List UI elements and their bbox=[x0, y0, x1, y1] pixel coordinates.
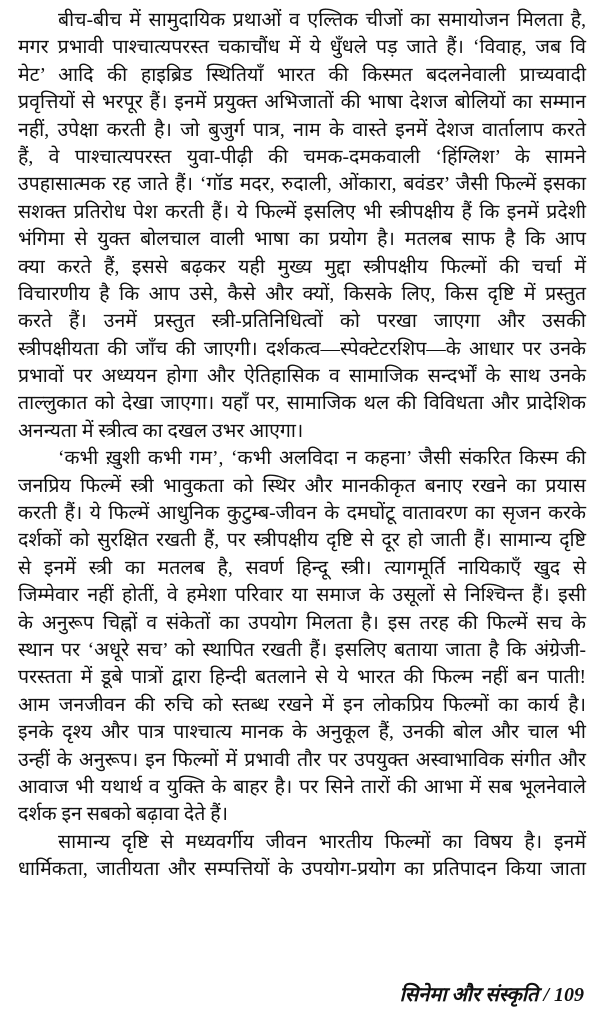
paragraph bbox=[18, 829, 586, 884]
text-line: स्थान पर ‘अधूरे सच’ को स्थापित रखती हैं। इसलिए बताया जाता है कि अंग्रेजी- bbox=[18, 639, 586, 661]
text-line: के अनुरूप चिह्नों व संकेतों का उपयोग मिलता है। इस तरह की फिल्में सच के bbox=[18, 612, 586, 634]
text-line: इनके दृश्य और पात्र पाश्चात्य मानक के अनुकूल हैं, उनकी बोल और चाल भी bbox=[18, 722, 586, 744]
text-line: नहीं, उपेक्षा करती है। जो बुजुर्ग पात्र, नाम के वास्ते इनमें देशज वार्तालाप करते bbox=[18, 119, 586, 141]
text-line: विचारणीय है कि आप उसे, कैसे और क्यों, किसके लिए, किस दृष्टि में प्रस्तुत bbox=[18, 283, 586, 305]
text-line: धार्मिकता, जातीयता और सम्पत्तियों के उपयोग-प्रयोग का प्रतिपादन किया जाता bbox=[18, 859, 586, 881]
text-line: मगर प्रभावी पाश्चात्यपरस्त चकाचौंध में ये धुँधले पड़ जाते हैं। ‘विवाह, जब वि bbox=[18, 37, 586, 59]
text-line: प्रवृत्तियों से भरपूर हैं। इनमें प्रयुक्त अभिजातों की भाषा देशज बोलियों का सम्मान bbox=[18, 92, 586, 114]
text-line: सामान्य दृष्टि से मध्यवर्गीय जीवन भारतीय फिल्मों का विषय है। इनमें bbox=[58, 831, 586, 853]
paragraph bbox=[18, 445, 586, 828]
text-line: आम जनजीवन की रुचि को स्तब्ध रखने में इन लोकप्रिय फिल्मों का कार्य है। bbox=[18, 694, 586, 716]
text-line: आवाज भी यथार्थ व युक्ति के बाहर है। पर सिने तारों की आभा में सब भूलनेवाले bbox=[18, 776, 586, 798]
text-line: परस्तता में डूबे पात्रों द्वारा हिन्दी बतलाने से ये भारत की फिल्म नहीं बन पाती! bbox=[18, 667, 586, 689]
page-body-text bbox=[18, 7, 586, 884]
text-line: उपहासात्मक रह जाते हैं। ‘गॉड मदर, रुदाली, ओंकारा, बवंडर’ जैसी फिल्में इसका bbox=[18, 174, 586, 196]
text-line: मेट’ आदि की हाइब्रिड स्थितियाँ भारत की किस्मत बदलनेवाली प्राच्यवादी bbox=[18, 64, 586, 86]
text-line: करती हैं। ये फिल्में आधुनिक कुटुम्ब-जीवन के दमघोंटू वातावरण का सृजन करके bbox=[18, 503, 586, 525]
text-line: प्रभावों पर अध्ययन होगा और ऐतिहासिक व सामाजिक सन्दर्भों के साथ उनके bbox=[18, 366, 586, 388]
running-title: सिनेमा और संस्कृति bbox=[399, 984, 539, 1006]
text-line: दर्शक इन सबको बढ़ावा देते हैं। bbox=[18, 804, 228, 826]
text-line: सशक्त प्रतिरोध पेश करती हैं। ये फिल्में इसलिए भी स्त्रीपक्षीय हैं कि इनमें प्रदेशी bbox=[18, 201, 586, 223]
text-line: क्या करते हैं, इससे बढ़कर यही मुख्य मुद्दा स्त्रीपक्षीय फिल्मों की चर्चा में bbox=[18, 256, 586, 278]
text-line: ताल्लुकात को देखा जाएगा। यहाँ पर, सामाजिक थल की विविधता और प्रादेशिक bbox=[18, 393, 586, 415]
text-line: जिम्मेवार नहीं होतीं, वे हमेशा परिवार या समाज के उसूलों से निश्चिन्त हैं। इसी bbox=[18, 585, 586, 607]
text-line: स्त्रीपक्षीयता की जाँच की जाएगी। दर्शकत्व—स्पेक्टेटरशिप—के आधार पर उनके bbox=[18, 338, 586, 360]
text-line: जनप्रिय फिल्में स्त्री भावुकता को स्थिर और मानकीकृत बनाए रखने का प्रयास bbox=[18, 475, 586, 497]
text-line: भंगिमा से युक्त बोलचाल वाली भाषा का प्रयोग है। मतलब साफ है कि आप bbox=[18, 229, 586, 251]
text-line: हैं, वे पाश्चात्यपरस्त युवा-पीढ़ी की चमक-दमकवाली ‘हिंग्लिश’ के सामने bbox=[18, 146, 586, 168]
text-line: अनन्यता में स्त्रीत्व का दखल उभर आएगा। bbox=[18, 420, 304, 442]
page-footer bbox=[400, 980, 584, 1007]
text-line: उन्हीं के अनुरूप। इन फिल्मों में प्रभावी तौर पर उपयुक्त अस्वाभाविक संगीत और bbox=[18, 749, 586, 771]
text-line: बीच-बीच में सामुदायिक प्रथाओं व एल्तिक चीजों का समायोजन मिलता है, bbox=[58, 10, 586, 31]
text-line: दर्शकों को सुरक्षित रखती हैं, पर स्त्रीपक्षीय दृष्टि से दूर हो जाती हैं। सामान्य दृष्टि bbox=[18, 530, 586, 552]
paragraph bbox=[18, 7, 586, 445]
text-line: करते हैं। उनमें प्रस्तुत स्त्री-प्रतिनिधित्वों को परखा जाएगा और उसकी bbox=[18, 311, 586, 333]
text-line: ‘कभी ख़ुशी कभी गम’, ‘कभी अलविदा न कहना’ जैसी संकरित किस्म की bbox=[58, 448, 586, 470]
footer-separator: / bbox=[538, 984, 554, 1006]
text-line: से इनमें स्त्री का मतलब है, सवर्ण हिन्दू स्त्री। त्यागमूर्ति नायिकाएँ खुद से bbox=[18, 557, 586, 579]
page-number: 109 bbox=[554, 984, 584, 1006]
